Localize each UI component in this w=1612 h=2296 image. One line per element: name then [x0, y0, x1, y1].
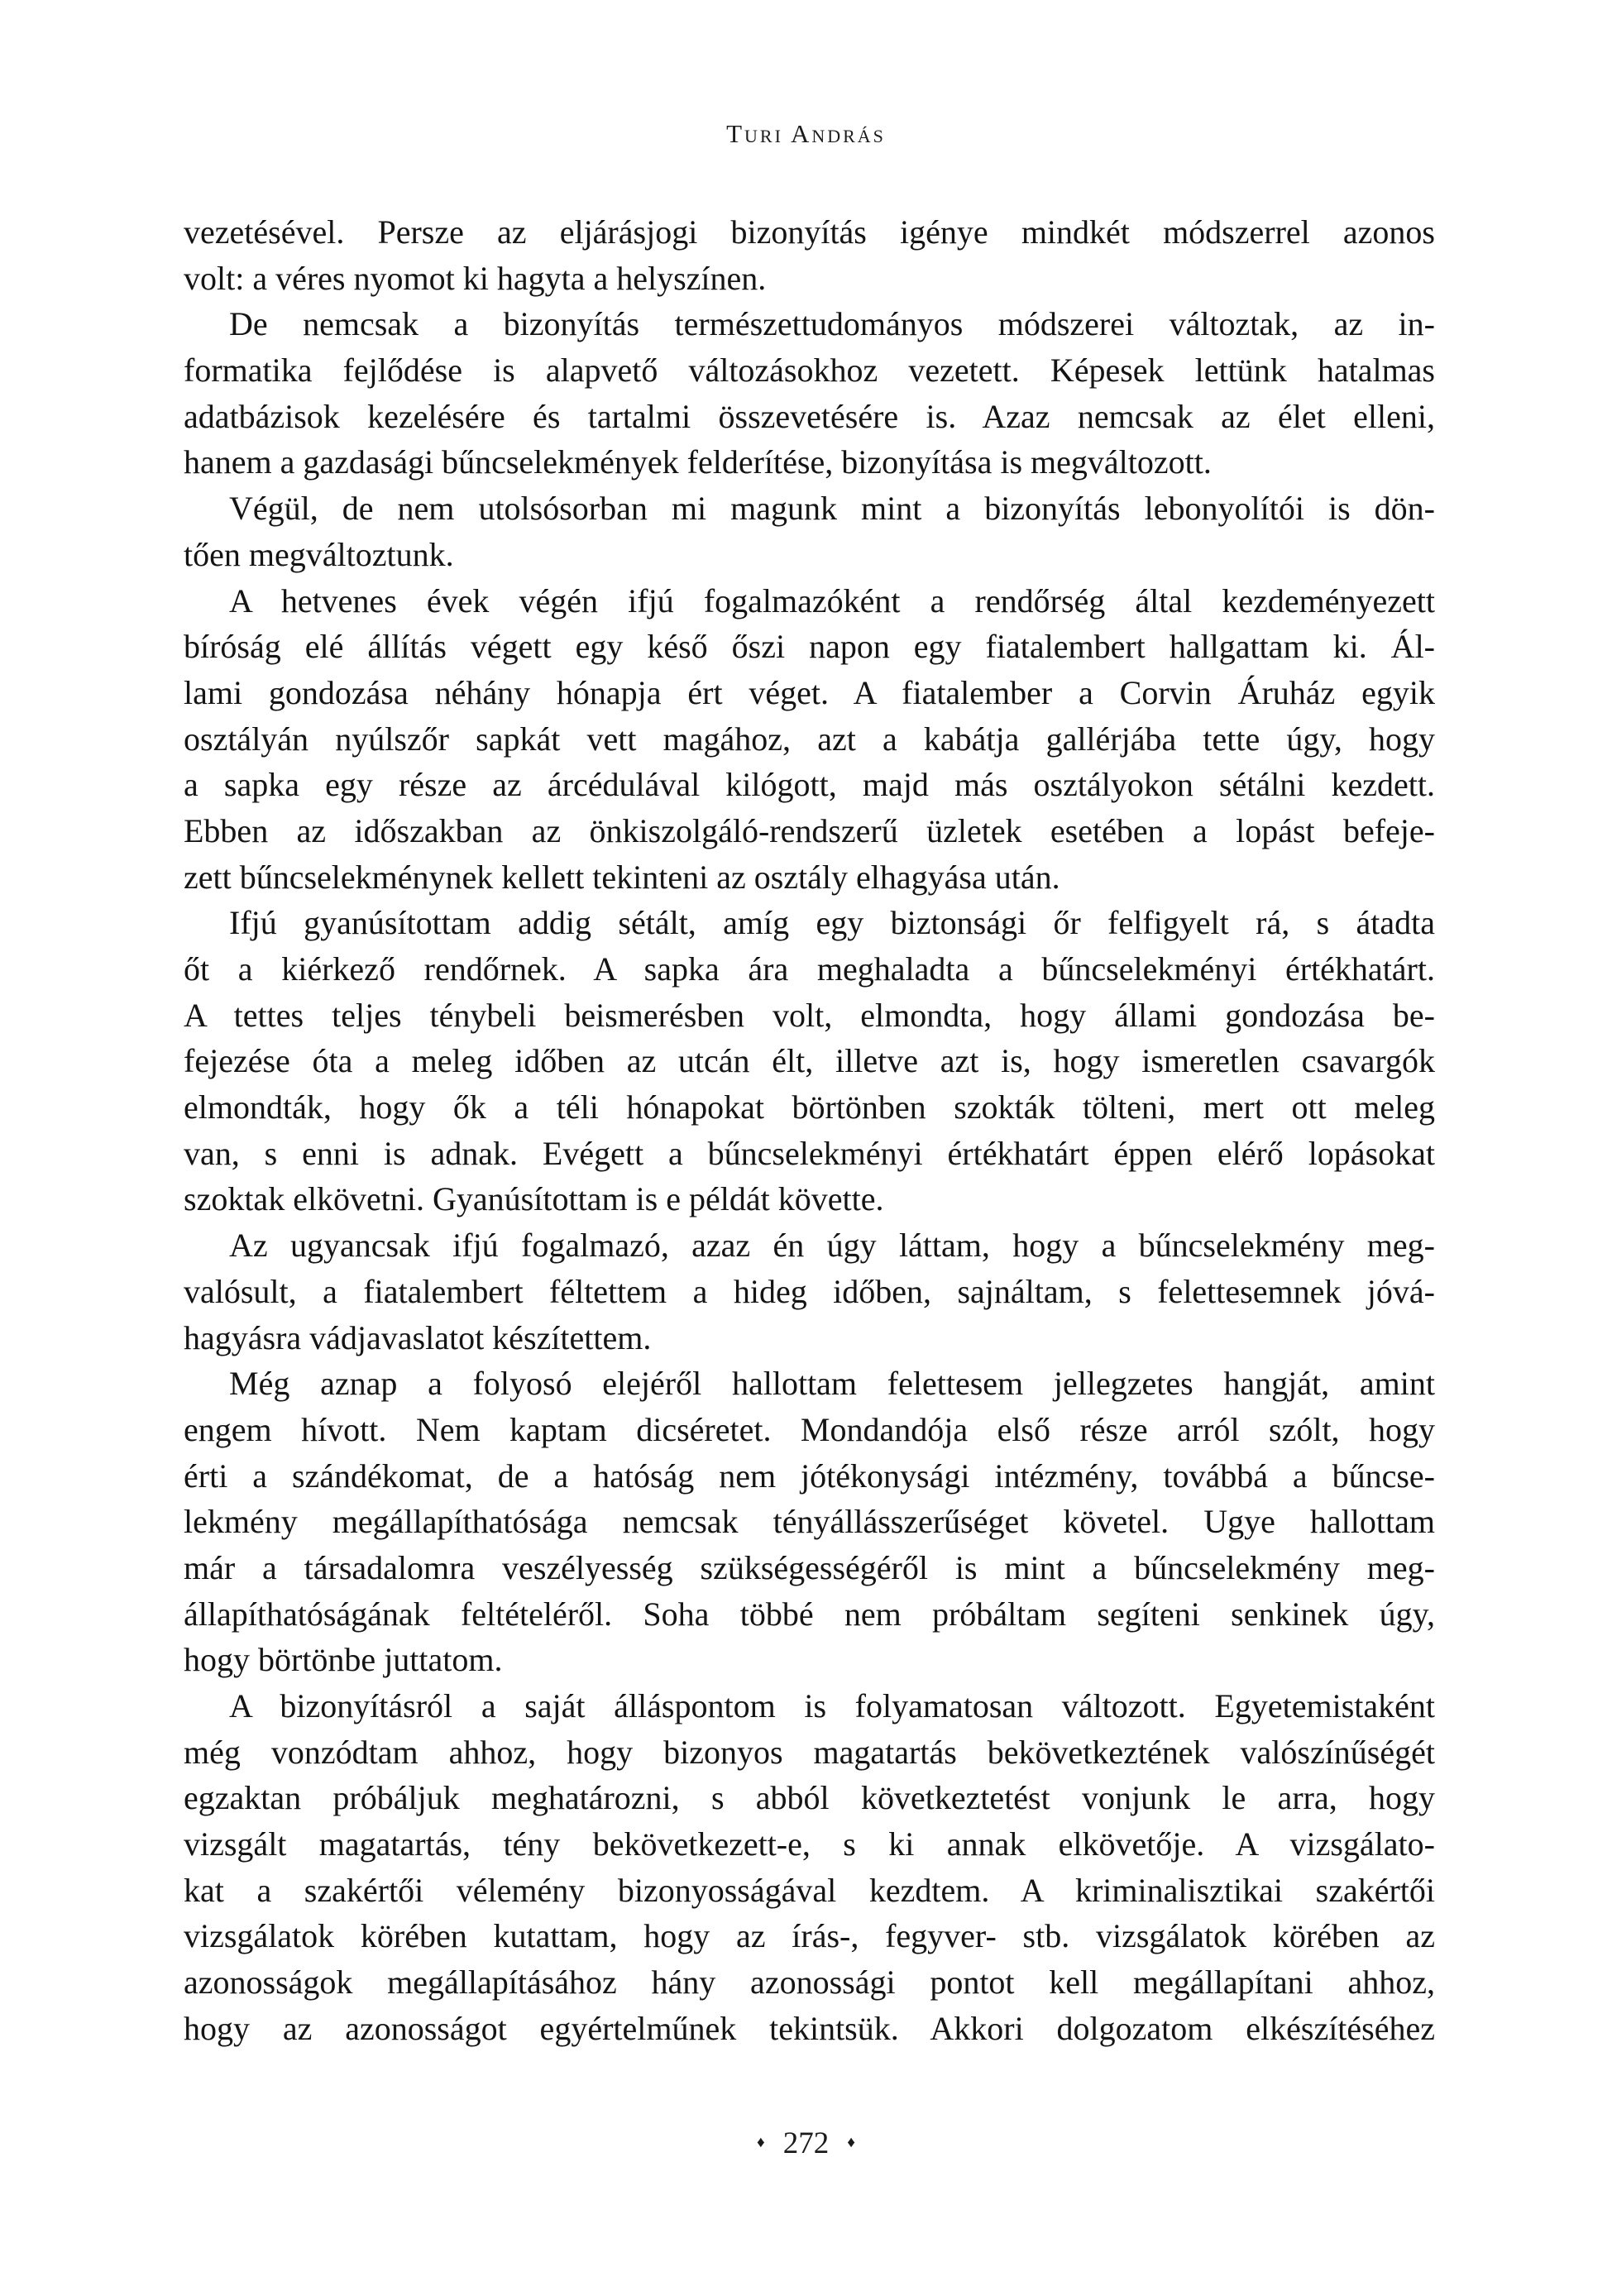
text-line: formatika fejlődése is alapvető változásokhoz vezetett. Képesek lettünk hatalmas	[184, 352, 1435, 390]
text-line: szoktak elkövetni. Gyanúsítottam is e példát követte.	[184, 1180, 884, 1218]
text-line: őt a kiérkező rendőrnek. A sapka ára meghaladta a bűncselekményi értékhatárt.	[184, 950, 1435, 988]
text-line: kat a szakértői vélemény bizonyosságával kezdtem. A kriminalisztikai szakértői	[184, 1871, 1435, 1909]
text-line: hogy az azonosságot egyértelműnek tekintsük. Akkori dolgozatom elkészítéséhez	[184, 2009, 1435, 2047]
text-line: Ifjú gyanúsítottam addig sétált, amíg egy biztonsági őr felfigyelt rá, s átadta	[229, 904, 1435, 942]
text-line: azonosságok megállapításához hány azonossági pontot kell megállapítani ahhoz,	[184, 1964, 1435, 2002]
text-line: adatbázisok kezelésére és tartalmi összevetésére is. Azaz nemcsak az élet elleni,	[184, 397, 1435, 435]
text-line: bíróság elé állítás végett egy késő őszi napon egy fiatalembert hallgattam ki. Ál-	[184, 628, 1435, 666]
text-line: még vonzódtam ahhoz, hogy bizonyos magatartás bekövetkeztének valószínűségét	[184, 1733, 1435, 1771]
text-line: engem hívott. Nem kaptam dicséretet. Mondandója első része arról szólt, hogy	[184, 1410, 1435, 1448]
text-line: állapíthatóságának feltételéről. Soha többé nem próbáltam segíteni senkinek úgy,	[184, 1595, 1435, 1633]
page-number: 272	[782, 2126, 830, 2160]
text-line: már a társadalomra veszélyesség szükségességéről is mint a bűncselekmény meg-	[184, 1548, 1435, 1586]
footer-ornament-left-icon: ♦	[757, 2134, 765, 2151]
text-line: érti a szándékomat, de a hatóság nem jótékonysági intézmény, továbbá a bűncse-	[184, 1457, 1435, 1495]
text-line: elmondták, hogy ők a téli hónapokat börtönben szokták tölteni, mert ott meleg	[184, 1088, 1435, 1126]
text-line: A tettes teljes ténybeli beismerésben volt, elmondta, hogy állami gondozása be-	[184, 996, 1435, 1034]
body-text	[184, 209, 1435, 2052]
text-line: De nemcsak a bizonyítás természettudományos módszerei változtak, az in-	[229, 305, 1435, 343]
page-footer	[0, 2122, 1612, 2164]
text-line: A hetvenes évek végén ifjú fogalmazóként a rendőrség által kezdeményezett	[229, 581, 1435, 619]
text-line: vizsgált magatartás, tény bekövetkezett-e, s ki annak elkövetője. A vizsgálato-	[184, 1825, 1435, 1863]
text-line: vezetésével. Persze az eljárásjogi bizonyítás igénye mindkét módszerrel azonos	[184, 213, 1435, 251]
text-line: Még aznap a folyosó elejéről hallottam felettesem jellegzetes hangját, amint	[229, 1365, 1435, 1403]
text-line: hagyásra vádjavaslatot készítettem.	[184, 1318, 652, 1356]
text-line: Végül, de nem utolsósorban mi magunk mint a bizonyítás lebonyolítói is dön-	[229, 490, 1435, 528]
text-line: volt: a véres nyomot ki hagyta a helyszínen.	[184, 259, 767, 297]
running-header-author: Turi András	[726, 119, 886, 148]
text-line: zett bűncselekménynek kellett tekinteni az osztály elhagyása után.	[184, 858, 1060, 896]
text-line: A bizonyításról a saját álláspontom is folyamatosan változott. Egyetemistaként	[229, 1687, 1435, 1724]
text-line: egzaktan próbáljuk meghatározni, s abból következtetést vonjunk le arra, hogy	[184, 1779, 1435, 1817]
text-line: van, s enni is adnak. Evégett a bűncselekményi értékhatárt éppen elérő lopásokat	[184, 1134, 1435, 1172]
text-line: osztályán nyúlszőr sapkát vett magához, azt a kabátja gallérjába tette úgy, hogy	[184, 720, 1435, 758]
text-line: tően megváltoztunk.	[184, 535, 454, 573]
text-line: lami gondozása néhány hónapja ért véget. A fiatalember a Corvin Áruház egyik	[184, 673, 1435, 711]
text-line: vizsgálatok körében kutattam, hogy az írás-, fegyver- stb. vizsgálatok körében az	[184, 1917, 1435, 1955]
text-line: Ebben az időszakban az önkiszolgáló-rendszerű üzletek esetében a lopást befeje-	[184, 811, 1435, 849]
text-line: hogy börtönbe juttatom.	[184, 1641, 503, 1679]
text-line: Az ugyancsak ifjú fogalmazó, azaz én úgy láttam, hogy a bűncselekmény meg-	[229, 1227, 1435, 1265]
text-line: hanem a gazdasági bűncselekmények felderítése, bizonyítása is megváltozott.	[184, 443, 1212, 481]
text-line: a sapka egy része az árcédulával kilógott, majd más osztályokon sétálni kezdett.	[184, 766, 1435, 804]
text-line: fejezése óta a meleg időben az utcán élt, illetve azt is, hogy ismeretlen csavargók	[184, 1042, 1435, 1080]
text-line: lekmény megállapíthatósága nemcsak tényállásszerűséget követel. Ugye hallottam	[184, 1503, 1435, 1541]
footer-ornament-right-icon: ♦	[847, 2134, 855, 2151]
text-line: valósult, a fiatalembert féltettem a hideg időben, sajnáltam, s felettesemnek jóvá-	[184, 1272, 1435, 1310]
